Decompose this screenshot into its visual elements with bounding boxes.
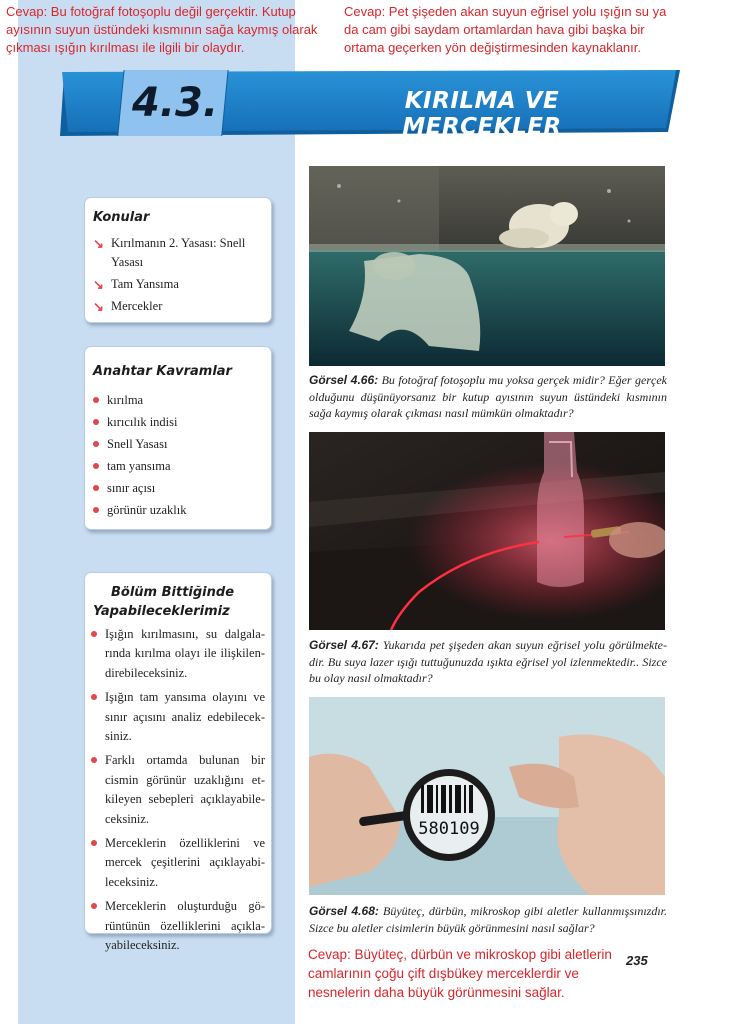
- topics-title: Konular: [93, 210, 150, 225]
- laser-bottle-photo: [309, 432, 665, 630]
- outcome-text: Işığın kırılmasını, su dalgalarında kırılma olayı ile ilişkilendirebileceksiniz.: [105, 627, 265, 680]
- figure-caption-text: Yukarıda pet şişeden akan suyun eğrisel yolu görülmektedir. Bu suya lazer ışığı tuttuğunuzda ışıkta eğrisel yol izlenmektedir.. Sizce bu olay nasıl olmaktadır?: [309, 638, 668, 685]
- concept-label: kırılma: [107, 393, 144, 407]
- outcome-item: [91, 751, 265, 829]
- bullet-icon: [91, 903, 97, 909]
- topic-label: Mercekler: [111, 299, 163, 313]
- arrow-icon: ↘: [93, 236, 104, 251]
- section-title: KIRILMA VE MERCEKLER: [402, 88, 562, 140]
- topic-item: [93, 275, 265, 294]
- outcome-text: Işığın tam yansıma olayını ve sınır açısını analiz edebileceksiniz.: [105, 690, 265, 744]
- topic-label: Tam Yansıma: [111, 277, 179, 291]
- topic-item: [93, 234, 265, 272]
- bullet-icon: [91, 694, 97, 700]
- page-number: 235: [626, 953, 648, 968]
- bullet-icon: [93, 397, 99, 403]
- answer-note-2: Cevap: Pet şişeden akan suyun eğrisel yolu ışığın su ya da cam gibi saydam ortamlardan hava gibi başka bir ortama geçerken yön değiştirmesinden kaynaklanır.: [344, 4, 667, 55]
- outcome-item: [91, 625, 265, 683]
- concept-label: sınır açısı: [107, 481, 156, 495]
- key-concepts-title: Anahtar Kavramlar: [93, 364, 232, 379]
- magnifier-illustration: [309, 697, 665, 895]
- learning-outcomes-list: [91, 625, 265, 961]
- concept-item: [93, 389, 187, 411]
- concept-item: [93, 477, 187, 499]
- concept-item: [93, 433, 187, 455]
- bullet-icon: [91, 631, 97, 637]
- outcome-item: [91, 834, 265, 892]
- outcome-text: Merceklerin oluşturduğu görüntünün özelliklerini açıklayabileceksiniz.: [105, 899, 265, 953]
- figure-caption-text: Bu fotoğraf fotoşoplu mu yoksa gerçek midir? Eğer gerçek olduğunu düşünüyorsanız bir kutup ayısının suyun üstündeki kısmının sağa kaymış olarak çıkması nasıl mümkün olmaktadır?: [309, 373, 667, 420]
- bullet-icon: [91, 757, 97, 763]
- topics-list: [93, 234, 265, 319]
- arrow-icon: ↘: [93, 277, 104, 292]
- learning-outcomes-title: Bölüm Bittiğinde Yapabileceklerimiz: [93, 585, 235, 619]
- arrow-icon: ↘: [93, 299, 104, 314]
- bullet-icon: [91, 840, 97, 846]
- outcome-item: [91, 897, 265, 955]
- polar-bear-illustration: [309, 166, 665, 366]
- bullet-icon: [93, 485, 99, 491]
- figure-caption-1: [309, 372, 667, 422]
- concept-label: kırıcılık indisi: [107, 415, 178, 429]
- magnifier-photo: [309, 697, 665, 895]
- magnifier-number: 580109: [418, 819, 480, 839]
- answer-note-3: Cevap: Büyüteç, dürbün ve mikroskop gibi aletlerin camlarının çoğu çift dışbükey merceklerdir ve nesnelerin daha büyük görünmesini sağlar.: [308, 947, 612, 1000]
- outcome-item: [91, 688, 265, 746]
- key-concepts-list: [93, 389, 187, 521]
- outcome-text: Farklı ortamda bulunan bir cismin görünür uzaklığını etkileyen sebepleri açıklayabileceksiniz.: [105, 753, 265, 826]
- polar-bear-photo: [309, 166, 665, 366]
- concept-item: [93, 455, 187, 477]
- key-concepts-box: [84, 346, 272, 530]
- concept-item: [93, 411, 187, 433]
- figure-caption-3: [309, 903, 667, 936]
- concept-label: Snell Yasası: [107, 437, 168, 451]
- topics-box: [84, 197, 272, 323]
- outcome-text: Merceklerin özelliklerini ve mercek çeşitlerini açıklayabileceksiniz.: [105, 836, 265, 889]
- concept-label: görünür uzaklık: [107, 503, 187, 517]
- figure-caption-2: [309, 637, 667, 687]
- bullet-icon: [93, 419, 99, 425]
- figure-label: Görsel 4.66:: [309, 373, 379, 387]
- bullet-icon: [93, 441, 99, 447]
- answer-note-1: Cevap: Bu fotoğraf fotoşoplu değil gerçektir. Kutup ayısının suyun üstündeki kısmının sağa kaymış olarak çıkması ışığın kırılması ile ilgili bir olaydır.: [6, 4, 318, 55]
- figure-label: Görsel 4.67:: [309, 638, 379, 652]
- bullet-icon: [93, 507, 99, 513]
- learning-outcomes-box: [84, 572, 272, 953]
- topic-label: Kırılmanın 2. Yasası: Snell Yasası: [111, 236, 246, 269]
- figure-label: Görsel 4.68:: [309, 904, 379, 918]
- bullet-icon: [93, 463, 99, 469]
- concept-item: [93, 499, 187, 521]
- figure-caption-text: Büyüteç, dürbün, mikroskop gibi aletler kullanmışsınızdır. Sizce bu aletler cisimlerin büyük görünmesini nasıl sağlar?: [309, 904, 667, 935]
- section-number: 4.3.: [131, 80, 219, 126]
- concept-label: tam yansıma: [107, 459, 171, 473]
- laser-bottle-illustration: [309, 432, 665, 630]
- topic-item: [93, 297, 265, 316]
